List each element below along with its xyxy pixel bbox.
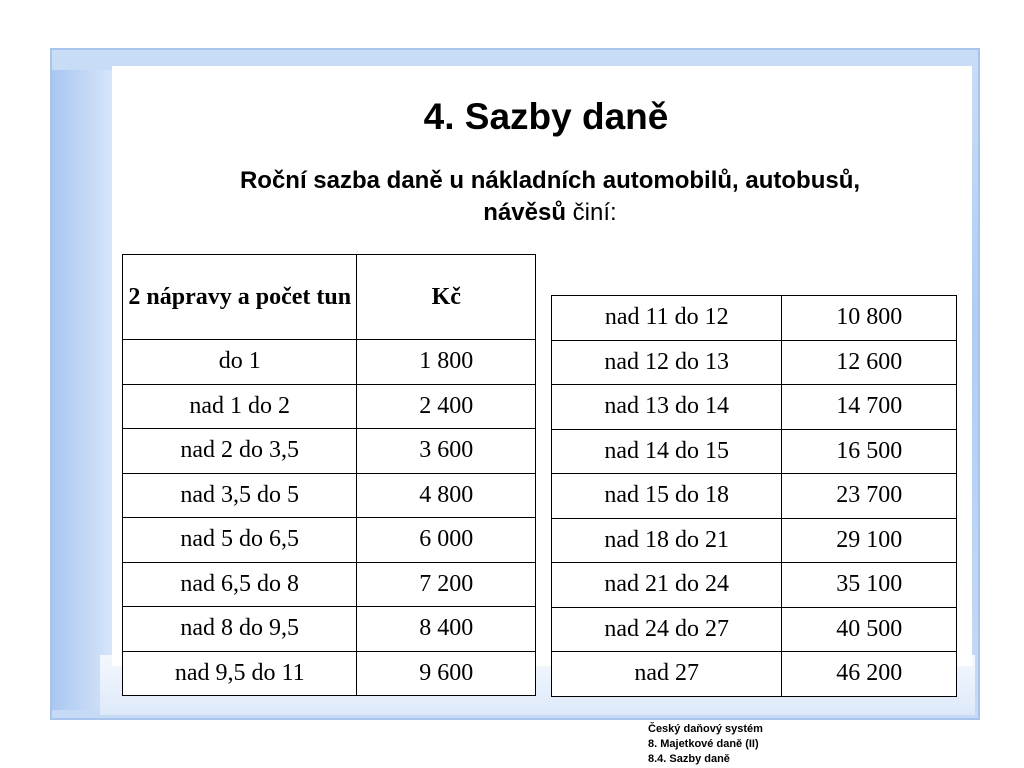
weight-range-cell: nad 5 do 6,5 [123,518,357,563]
table-header-row [123,255,536,340]
table-row [552,340,957,385]
weight-range-cell: nad 18 do 21 [552,518,782,563]
tax-amount-cell: 6 000 [357,518,536,563]
header-cell-currency: Kč [357,255,536,340]
table-row [123,473,536,518]
tax-amount-cell: 4 800 [357,473,536,518]
table-row [123,518,536,563]
tax-amount-cell: 3 600 [357,429,536,474]
frame-left-shading [52,70,114,710]
weight-range-cell: do 1 [123,340,357,385]
subtitle-bold-line-1: Roční sazba daně u nákladních automobilů, autobusů, [239,167,861,194]
slide-title: 4. Sazby daně [423,96,669,137]
weight-range-cell: nad 21 do 24 [552,563,782,608]
table-row [123,340,536,385]
tax-amount-cell: 29 100 [782,518,957,563]
table-row [552,563,957,608]
table-row [552,518,957,563]
weight-range-cell: nad 3,5 do 5 [123,473,357,518]
table-row [552,652,957,697]
weight-range-cell: nad 13 do 14 [552,385,782,430]
tax-amount-cell: 8 400 [357,607,536,652]
table-row [552,429,957,474]
tax-amount-cell: 23 700 [782,474,957,519]
tax-amount-cell: 35 100 [782,563,957,608]
table-row [552,385,957,430]
tax-amount-cell: 9 600 [357,651,536,696]
table-row [123,562,536,607]
footer-line-2: 8. Majetkové daně (II) [648,738,759,750]
footer-line-1: Český daňový systém [648,723,763,735]
tax-amount-cell: 2 400 [357,384,536,429]
weight-range-cell: nad 2 do 3,5 [123,429,357,474]
subtitle-normal-text: činí: [566,199,617,226]
weight-range-cell: nad 11 do 12 [552,296,782,341]
table-row [123,429,536,474]
weight-range-cell: nad 8 do 9,5 [123,607,357,652]
table-row [552,296,957,341]
tax-amount-cell: 12 600 [782,340,957,385]
weight-range-cell: nad 9,5 do 11 [123,651,357,696]
slide-subtitle [160,165,940,229]
slide-footer [648,722,848,767]
tax-amount-cell: 40 500 [782,607,957,652]
weight-range-cell: nad 1 do 2 [123,384,357,429]
tax-amount-cell: 10 800 [782,296,957,341]
weight-range-cell: nad 15 do 18 [552,474,782,519]
subtitle-bold-line-2: návěsů [483,199,567,226]
tax-amount-cell: 16 500 [782,429,957,474]
header-cell-axles-tons: 2 nápravy a počet tun [123,255,357,340]
tax-amount-cell: 14 700 [782,385,957,430]
weight-range-cell: nad 14 do 15 [552,429,782,474]
table-row [123,607,536,652]
weight-range-cell: nad 24 do 27 [552,607,782,652]
table-row [123,384,536,429]
table-row [123,651,536,696]
table-row [552,474,957,519]
tax-amount-cell: 46 200 [782,652,957,697]
table-row [552,607,957,652]
tax-rate-table-right [551,295,957,697]
tax-amount-cell: 1 800 [357,340,536,385]
weight-range-cell: nad 27 [552,652,782,697]
weight-range-cell: nad 6,5 do 8 [123,562,357,607]
footer-line-3: 8.4. Sazby daně [648,753,730,765]
tax-amount-cell: 7 200 [357,562,536,607]
weight-range-cell: nad 12 do 13 [552,340,782,385]
tax-rate-table-left [122,254,536,696]
